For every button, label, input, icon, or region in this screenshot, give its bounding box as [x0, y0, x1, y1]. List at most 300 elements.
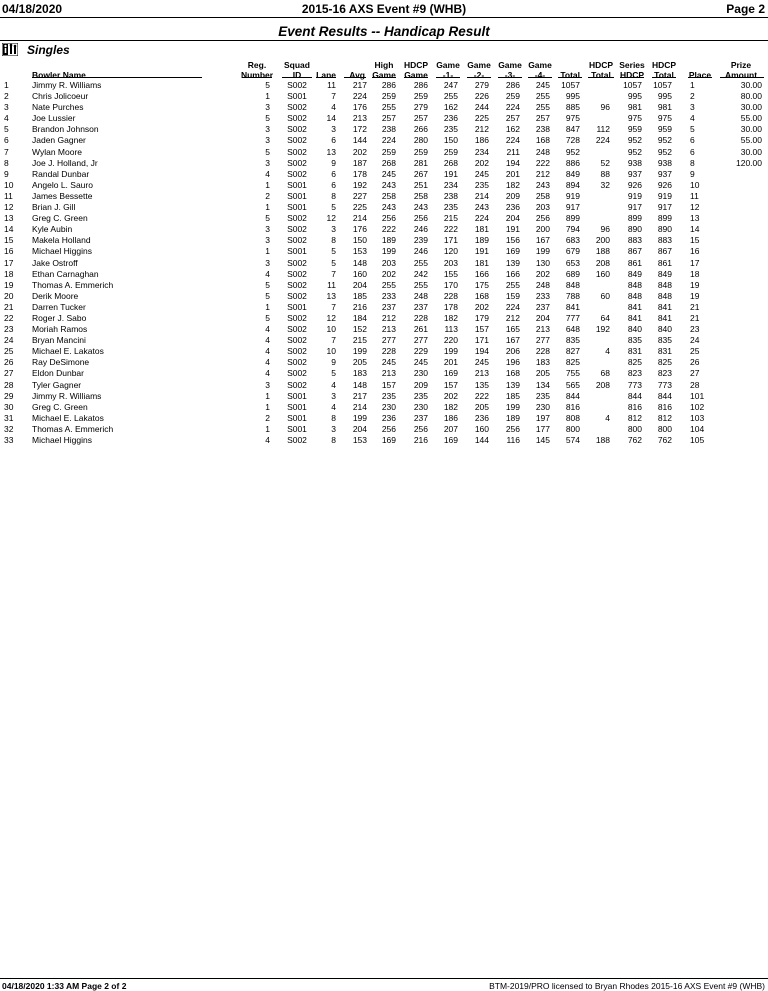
cell-rank: 7 — [4, 146, 9, 157]
cell-hdcp-game: 258 — [413, 190, 428, 201]
cell-squad-id: S002 — [287, 435, 307, 445]
cell-high-game: 243 — [381, 179, 396, 190]
cell-rank: 28 — [4, 379, 14, 390]
cell-total: 683 — [565, 235, 580, 246]
cell-total: 565 — [565, 379, 580, 390]
cell-hdcp-total-2: 825 — [657, 357, 672, 368]
cell-game-2: 135 — [474, 379, 489, 390]
cell-squad-id: S002 — [287, 346, 307, 357]
cell-game-3: 139 — [505, 257, 520, 268]
cell-game-3: 182 — [505, 179, 520, 190]
page-footer — [0, 978, 768, 991]
underline-lane — [316, 77, 336, 78]
results-table — [0, 80, 768, 446]
cell-total: 894 — [565, 179, 580, 190]
cell-game-4: 167 — [535, 235, 550, 246]
cell-avg: 185 — [352, 290, 367, 301]
cell-hdcp-total-2: 1057 — [653, 80, 672, 90]
cell-total: 849 — [565, 168, 580, 179]
cell-squad-id: S001 — [287, 423, 307, 434]
underline-prize — [720, 77, 764, 78]
col-squad-id: Squad ID — [284, 60, 310, 80]
col-prize-amount: Prize Amount — [724, 60, 758, 80]
cell-hdcp-total-2: 959 — [657, 124, 672, 135]
cell-hdcp-total-2: 899 — [657, 213, 672, 224]
cell-total: 975 — [565, 113, 580, 124]
cell-rank: 12 — [4, 202, 14, 213]
cell-high-game: 235 — [381, 390, 396, 401]
cell-game-3: 169 — [505, 246, 520, 257]
cell-hdcp-game: 242 — [413, 268, 428, 279]
cell-game-1: 238 — [443, 190, 458, 201]
cell-avg: 144 — [352, 135, 367, 146]
table-row — [0, 180, 768, 191]
cell-reg-number: 3 — [265, 102, 270, 113]
cell-game-3: 257 — [505, 113, 520, 124]
cell-place: 5 — [690, 124, 695, 135]
underline-place — [688, 77, 712, 78]
cell-reg-number: 5 — [265, 213, 270, 224]
cell-lane: 12 — [326, 312, 336, 323]
cell-game-4: 255 — [535, 102, 550, 113]
cell-rank: 1 — [4, 80, 9, 90]
cell-hdcp-total: 188 — [595, 246, 610, 257]
cell-high-game: 258 — [381, 190, 396, 201]
cell-lane: 4 — [331, 102, 336, 113]
table-row — [0, 357, 768, 368]
cell-lane: 9 — [331, 357, 336, 368]
cell-hdcp-total: 192 — [595, 324, 610, 335]
cell-game-1: 207 — [443, 423, 458, 434]
cell-series-hdcp: 841 — [627, 301, 642, 312]
cell-high-game: 259 — [381, 146, 396, 157]
cell-high-game: 202 — [381, 268, 396, 279]
cell-hdcp-total-2: 831 — [657, 346, 672, 357]
cell-lane: 7 — [331, 301, 336, 312]
cell-lane: 6 — [331, 168, 336, 179]
cell-total: 995 — [565, 91, 580, 102]
cell-game-1: 199 — [443, 346, 458, 357]
col-hdcp-total-2: HDCP Total — [651, 60, 677, 80]
cell-high-game: 255 — [381, 102, 396, 113]
cell-total: 653 — [565, 257, 580, 268]
cell-series-hdcp: 762 — [627, 435, 642, 445]
cell-hdcp-game: 267 — [413, 168, 428, 179]
cell-bowler-name: Michael Higgins — [32, 435, 92, 445]
cell-bowler-name: Michael E. Lakatos — [32, 346, 104, 357]
cell-lane: 14 — [326, 113, 336, 124]
cell-game-2: 245 — [474, 168, 489, 179]
cell-series-hdcp: 812 — [627, 412, 642, 423]
cell-lane: 10 — [326, 324, 336, 335]
cell-series-hdcp: 890 — [627, 224, 642, 235]
cell-hdcp-total: 160 — [595, 268, 610, 279]
cell-rank: 32 — [4, 423, 14, 434]
table-row — [0, 424, 768, 435]
cell-avg: 187 — [352, 157, 367, 168]
cell-bowler-name: Nate Purches — [32, 102, 84, 113]
cell-lane: 4 — [331, 379, 336, 390]
cell-squad-id: S001 — [287, 301, 307, 312]
cell-reg-number: 3 — [265, 235, 270, 246]
cell-prize-amount: 120.00 — [736, 157, 762, 168]
cell-reg-number: 3 — [265, 124, 270, 135]
cell-hdcp-total: 88 — [600, 168, 610, 179]
cell-reg-number: 4 — [265, 435, 270, 445]
cell-bowler-name: Kyle Aubin — [32, 224, 73, 235]
cell-game-4: 204 — [535, 312, 550, 323]
cell-high-game: 255 — [381, 279, 396, 290]
cell-place: 23 — [690, 324, 700, 335]
cell-high-game: 257 — [381, 113, 396, 124]
table-row — [0, 246, 768, 257]
cell-game-2: 168 — [474, 290, 489, 301]
cell-lane: 3 — [331, 124, 336, 135]
cell-avg: 214 — [352, 213, 367, 224]
cell-game-4: 202 — [535, 268, 550, 279]
cell-hdcp-total-2: 952 — [657, 135, 672, 146]
bowling-pins-icon — [2, 43, 18, 56]
cell-game-4: 245 — [535, 80, 550, 90]
cell-game-4: 248 — [535, 146, 550, 157]
cell-squad-id: S002 — [287, 213, 307, 224]
cell-total: 1057 — [561, 80, 580, 90]
cell-hdcp-game: 239 — [413, 235, 428, 246]
cell-series-hdcp: 952 — [627, 146, 642, 157]
table-row — [0, 235, 768, 246]
cell-rank: 19 — [4, 279, 14, 290]
cell-lane: 3 — [331, 390, 336, 401]
cell-place: 25 — [690, 346, 700, 357]
cell-bowler-name: Brian J. Gill — [32, 202, 76, 213]
cell-rank: 21 — [4, 301, 14, 312]
cell-bowler-name: Wylan Moore — [32, 146, 82, 157]
cell-lane: 3 — [331, 423, 336, 434]
cell-rank: 23 — [4, 324, 14, 335]
cell-game-1: 157 — [443, 379, 458, 390]
cell-game-2: 279 — [474, 80, 489, 90]
cell-game-4: 213 — [535, 324, 550, 335]
cell-hdcp-game: 279 — [413, 102, 428, 113]
cell-game-2: 175 — [474, 279, 489, 290]
cell-game-2: 194 — [474, 346, 489, 357]
cell-lane: 5 — [331, 246, 336, 257]
cell-hdcp-total-2: 890 — [657, 224, 672, 235]
cell-avg: 224 — [352, 91, 367, 102]
cell-rank: 16 — [4, 246, 14, 257]
cell-avg: 227 — [352, 190, 367, 201]
cell-bowler-name: Ray DeSimone — [32, 357, 90, 368]
cell-game-2: 225 — [474, 113, 489, 124]
cell-high-game: 243 — [381, 202, 396, 213]
cell-total: 827 — [565, 346, 580, 357]
col-game-1: Game -1- — [436, 60, 460, 80]
cell-hdcp-game: 277 — [413, 335, 428, 346]
cell-hdcp-total: 188 — [595, 435, 610, 445]
cell-hdcp-total-2: 995 — [657, 91, 672, 102]
cell-game-1: 202 — [443, 390, 458, 401]
cell-game-1: 259 — [443, 146, 458, 157]
cell-game-1: 170 — [443, 279, 458, 290]
cell-game-2: 181 — [474, 257, 489, 268]
cell-high-game: 277 — [381, 335, 396, 346]
cell-hdcp-game: 209 — [413, 379, 428, 390]
cell-squad-id: S002 — [287, 268, 307, 279]
cell-high-game: 259 — [381, 91, 396, 102]
cell-reg-number: 5 — [265, 290, 270, 301]
cell-game-1: 222 — [443, 224, 458, 235]
cell-avg: 199 — [352, 412, 367, 423]
underline-avg — [344, 77, 366, 78]
cell-hdcp-game: 230 — [413, 401, 428, 412]
cell-hdcp-total-2: 919 — [657, 190, 672, 201]
cell-game-3: 224 — [505, 135, 520, 146]
cell-game-1: 169 — [443, 435, 458, 445]
cell-squad-id: S001 — [287, 390, 307, 401]
cell-hdcp-total: 96 — [600, 102, 610, 113]
cell-place: 19 — [690, 290, 700, 301]
cell-game-3: 196 — [505, 357, 520, 368]
cell-lane: 5 — [331, 202, 336, 213]
cell-lane: 4 — [331, 401, 336, 412]
cell-total: 841 — [565, 301, 580, 312]
cell-series-hdcp: 1057 — [623, 80, 642, 90]
cell-hdcp-total-2: 926 — [657, 179, 672, 190]
cell-squad-id: S001 — [287, 190, 307, 201]
cell-reg-number: 5 — [265, 146, 270, 157]
cell-place: 3 — [690, 102, 695, 113]
cell-place: 18 — [690, 268, 700, 279]
cell-high-game: 222 — [381, 224, 396, 235]
cell-game-2: 166 — [474, 268, 489, 279]
cell-rank: 18 — [4, 268, 14, 279]
cell-high-game: 213 — [381, 324, 396, 335]
cell-game-3: 224 — [505, 102, 520, 113]
cell-game-2: 181 — [474, 224, 489, 235]
cell-place: 11 — [690, 190, 699, 201]
cell-bowler-name: Brandon Johnson — [32, 124, 99, 135]
cell-total: 777 — [565, 312, 580, 323]
cell-rank: 13 — [4, 213, 14, 224]
cell-bowler-name: Jimmy R. Williams — [32, 390, 102, 401]
cell-hdcp-game: 235 — [413, 390, 428, 401]
cell-hdcp-game: 246 — [413, 224, 428, 235]
cell-prize-amount: 30.00 — [740, 80, 762, 90]
cell-game-4: 255 — [535, 91, 550, 102]
cell-game-2: 179 — [474, 312, 489, 323]
cell-bowler-name: Joe J. Holland, Jr — [32, 157, 98, 168]
cell-game-4: 230 — [535, 401, 550, 412]
cell-game-3: 116 — [506, 435, 520, 445]
cell-total: 728 — [565, 135, 580, 146]
cell-game-1: 268 — [443, 157, 458, 168]
col-series-hdcp: Series HDCP — [619, 60, 645, 80]
cell-lane: 3 — [331, 224, 336, 235]
cell-reg-number: 1 — [265, 423, 270, 434]
cell-squad-id: S002 — [287, 80, 307, 90]
cell-place: 8 — [690, 157, 695, 168]
cell-game-1: 155 — [443, 268, 458, 279]
cell-game-3: 201 — [505, 168, 520, 179]
cell-avg: 153 — [352, 435, 367, 445]
cell-game-4: 205 — [535, 368, 550, 379]
table-row — [0, 80, 768, 91]
cell-hdcp-game: 251 — [413, 179, 428, 190]
cell-lane: 5 — [331, 368, 336, 379]
cell-series-hdcp: 848 — [627, 290, 642, 301]
cell-hdcp-game: 248 — [413, 290, 428, 301]
cell-reg-number: 1 — [265, 179, 270, 190]
cell-hdcp-game: 255 — [413, 279, 428, 290]
table-row — [0, 258, 768, 269]
cell-place: 15 — [690, 235, 700, 246]
cell-high-game: 236 — [381, 412, 396, 423]
table-row — [0, 224, 768, 235]
cell-series-hdcp: 848 — [627, 279, 642, 290]
cell-game-4: 130 — [535, 257, 550, 268]
table-row — [0, 147, 768, 158]
cell-game-2: 212 — [474, 124, 489, 135]
cell-rank: 20 — [4, 290, 14, 301]
cell-rank: 9 — [4, 168, 9, 179]
cell-bowler-name: Angelo L. Sauro — [32, 179, 93, 190]
cell-game-4: 203 — [535, 202, 550, 213]
underline-reg — [242, 77, 272, 78]
cell-rank: 15 — [4, 235, 14, 246]
cell-hdcp-total: 208 — [595, 379, 610, 390]
cell-bowler-name: Darren Tucker — [32, 301, 86, 312]
cell-hdcp-game: 245 — [413, 357, 428, 368]
cell-game-4: 256 — [535, 213, 550, 224]
cell-reg-number: 5 — [265, 80, 270, 90]
cell-avg: 204 — [352, 279, 367, 290]
cell-game-1: 150 — [443, 135, 458, 146]
cell-avg: 183 — [352, 368, 367, 379]
table-row — [0, 135, 768, 146]
cell-total: 919 — [565, 190, 580, 201]
cell-hdcp-total: 60 — [600, 290, 610, 301]
cell-reg-number: 3 — [265, 257, 270, 268]
cell-hdcp-total-2: 848 — [657, 279, 672, 290]
cell-total: 844 — [565, 390, 580, 401]
cell-reg-number: 4 — [265, 335, 270, 346]
cell-series-hdcp: 831 — [627, 346, 642, 357]
cell-game-2: 235 — [474, 179, 489, 190]
cell-bowler-name: Chris Jolicoeur — [32, 91, 89, 102]
cell-total: 794 — [565, 224, 580, 235]
cell-prize-amount: 55.00 — [740, 135, 762, 146]
cell-squad-id: S001 — [287, 91, 307, 102]
cell-hdcp-total-2: 773 — [657, 379, 672, 390]
cell-avg: 150 — [352, 235, 367, 246]
cell-game-4: 277 — [535, 335, 550, 346]
cell-game-1: 169 — [443, 368, 458, 379]
cell-game-3: 139 — [505, 379, 520, 390]
cell-game-3: 224 — [505, 301, 520, 312]
cell-series-hdcp: 800 — [627, 423, 642, 434]
cell-series-hdcp: 975 — [627, 113, 642, 124]
cell-squad-id: S002 — [287, 102, 307, 113]
cell-game-3: 189 — [505, 412, 520, 423]
cell-game-1: 235 — [443, 124, 458, 135]
cell-squad-id: S002 — [287, 235, 307, 246]
cell-rank: 8 — [4, 157, 9, 168]
cell-game-3: 209 — [505, 190, 520, 201]
cell-series-hdcp: 844 — [627, 390, 642, 401]
cell-bowler-name: Jake Ostroff — [32, 257, 78, 268]
cell-game-1: 178 — [443, 301, 458, 312]
cell-bowler-name: Thomas A. Emmerich — [32, 423, 114, 434]
underline-high — [372, 77, 396, 78]
cell-game-4: 238 — [535, 124, 550, 135]
section-title: Singles — [27, 43, 70, 57]
cell-total: 835 — [565, 335, 580, 346]
cell-high-game: 237 — [381, 301, 396, 312]
cell-hdcp-game: 259 — [413, 91, 428, 102]
table-row — [0, 391, 768, 402]
cell-series-hdcp: 937 — [627, 168, 642, 179]
cell-game-4: 134 — [535, 379, 550, 390]
cell-game-1: 255 — [443, 91, 458, 102]
cell-game-2: 243 — [474, 202, 489, 213]
cell-hdcp-total: 224 — [595, 135, 610, 146]
table-row — [0, 191, 768, 202]
cell-game-2: 222 — [474, 390, 489, 401]
underline-series — [620, 77, 644, 78]
cell-hdcp-total-2: 841 — [657, 301, 672, 312]
cell-lane: 12 — [326, 213, 336, 224]
cell-bowler-name: Bryan Mancini — [32, 335, 86, 346]
cell-squad-id: S002 — [287, 312, 307, 323]
cell-rank: 11 — [4, 190, 13, 201]
cell-bowler-name: Greg C. Green — [32, 213, 88, 224]
table-row — [0, 335, 768, 346]
cell-series-hdcp: 938 — [627, 157, 642, 168]
underline-g4 — [528, 77, 552, 78]
cell-reg-number: 1 — [265, 401, 270, 412]
cell-hdcp-total-2: 840 — [657, 324, 672, 335]
cell-series-hdcp: 773 — [627, 379, 642, 390]
cell-hdcp-game: 280 — [413, 135, 428, 146]
cell-game-1: 182 — [443, 312, 458, 323]
cell-total: 848 — [565, 279, 580, 290]
cell-squad-id: S002 — [287, 224, 307, 235]
cell-game-4: 199 — [535, 246, 550, 257]
cell-hdcp-game: 228 — [413, 312, 428, 323]
cell-hdcp-total: 4 — [605, 346, 610, 357]
cell-game-2: 213 — [474, 368, 489, 379]
cell-bowler-name: Michael Higgins — [32, 246, 92, 257]
cell-avg: 176 — [352, 224, 367, 235]
cell-squad-id: S002 — [287, 357, 307, 368]
cell-game-3: 168 — [505, 368, 520, 379]
cell-high-game: 233 — [381, 290, 396, 301]
cell-bowler-name: Greg C. Green — [32, 401, 88, 412]
cell-reg-number: 1 — [265, 91, 270, 102]
cell-hdcp-total-2: 867 — [657, 246, 672, 257]
cell-hdcp-game: 286 — [413, 80, 428, 90]
cell-hdcp-game: 237 — [413, 301, 428, 312]
cell-reg-number: 4 — [265, 357, 270, 368]
cell-lane: 9 — [331, 157, 336, 168]
cell-total: 808 — [565, 412, 580, 423]
header-page: Page 2 — [726, 2, 765, 16]
cell-high-game: 230 — [381, 401, 396, 412]
cell-game-4: 212 — [535, 168, 550, 179]
cell-high-game: 157 — [381, 379, 396, 390]
cell-series-hdcp: 840 — [627, 324, 642, 335]
cell-avg: 213 — [352, 113, 367, 124]
